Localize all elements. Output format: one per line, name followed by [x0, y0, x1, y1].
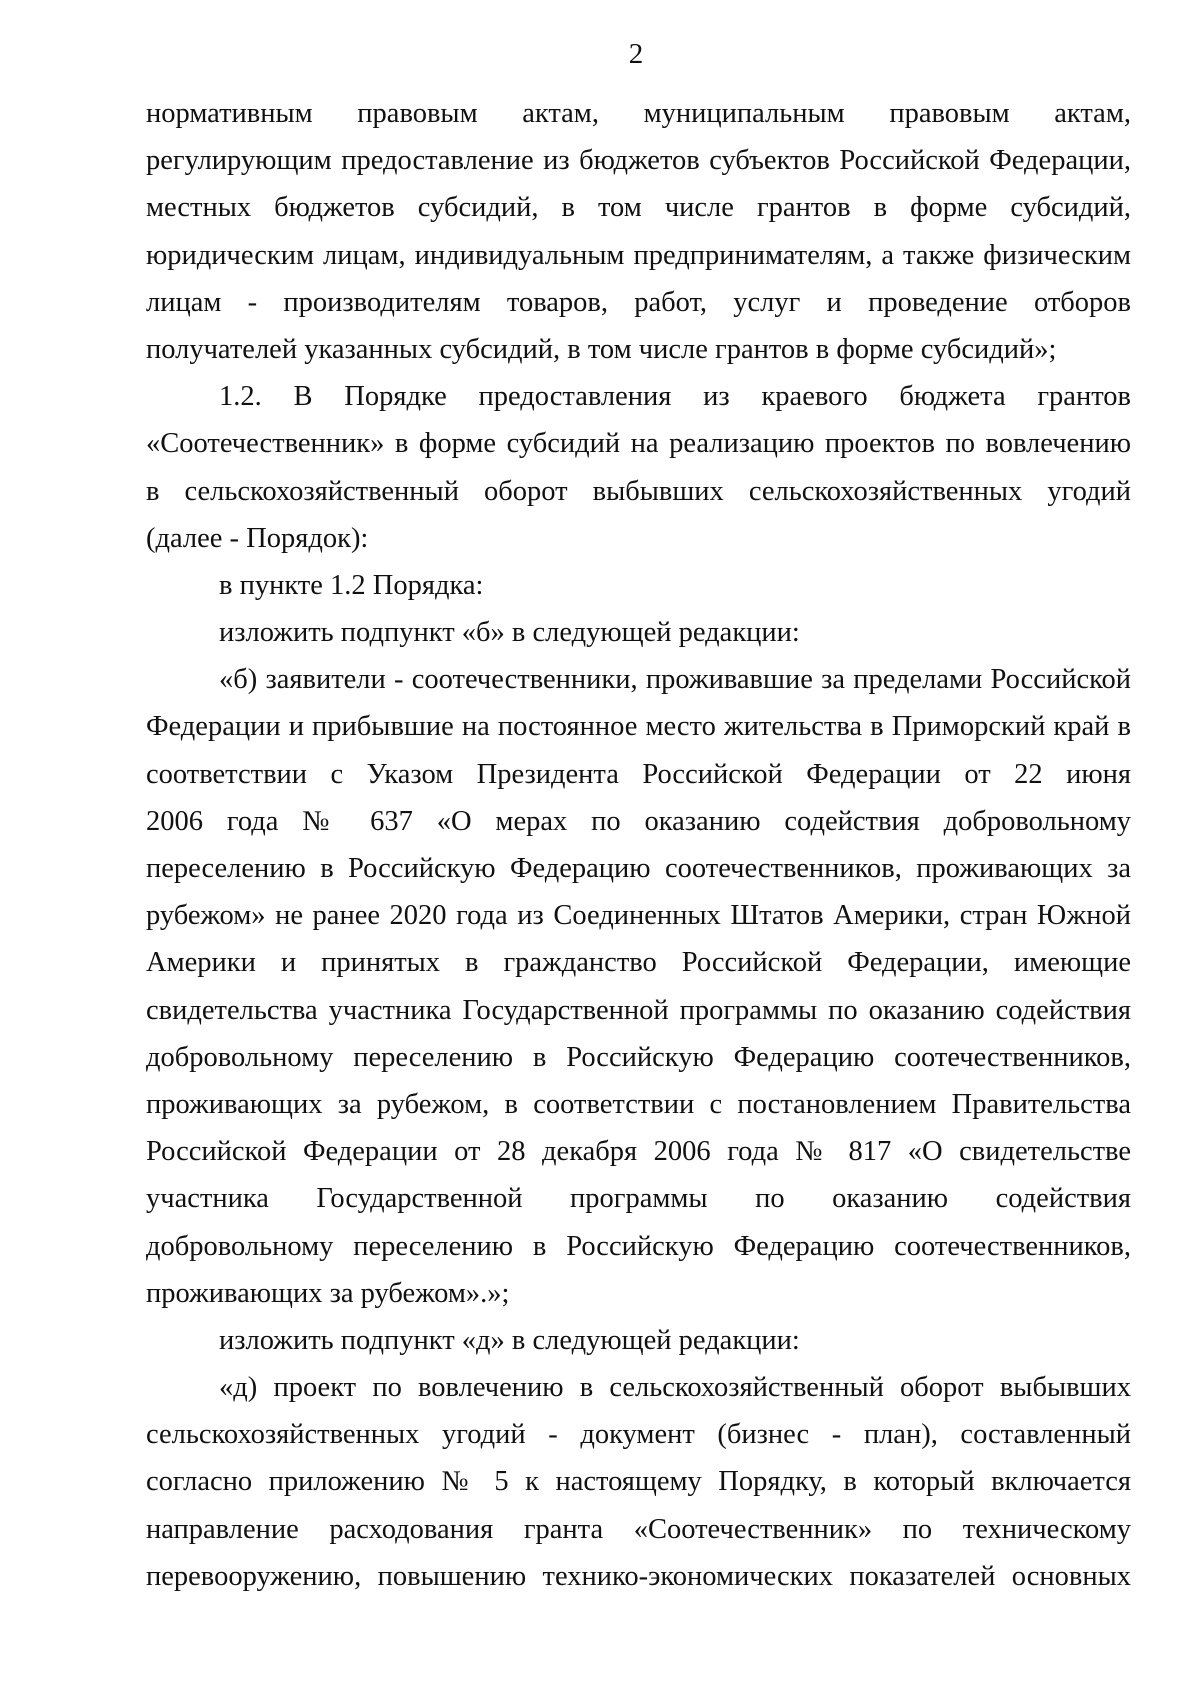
text-line: (далее - Порядок):: [146, 522, 369, 554]
text-line: «Соотечественник» в форме субсидий на реализацию проектов по вовлечению: [146, 428, 1131, 460]
text-line: перевооружению, повышению технико-экономических показателей основных: [146, 1560, 1131, 1592]
text-line: регулирующим предоставление из бюджетов субъектов Российской Федерации,: [146, 145, 1131, 177]
text-line: в сельскохозяйственный оборот выбывших сельскохозяйственных угодий: [146, 475, 1131, 507]
text-line: изложить подпункт «д» в следующей редакции:: [219, 1324, 800, 1356]
text-line: в пункте 1.2 Порядка:: [219, 569, 484, 601]
text-line: «д) проект по вовлечению в сельскохозяйственный оборот выбывших: [219, 1372, 1131, 1404]
text-line: юридическим лицам, индивидуальным предпринимателям, а также физическим: [146, 239, 1131, 271]
text-line: «б) заявители - соотечественники, проживавшие за пределами Российской: [219, 664, 1131, 696]
text-line: направление расходования гранта «Соотечественник» по техническому: [146, 1513, 1131, 1545]
text-line: переселению в Российскую Федерацию соотечественников, проживающих за: [146, 853, 1131, 884]
text-line: согласно приложению № 5 к настоящему Порядку, в который включается: [146, 1466, 1131, 1498]
text-line: изложить подпункт «б» в следующей редакции:: [219, 617, 800, 649]
text-line: соответствии с Указом Президента Российской Федерации от 22 июня: [146, 758, 1131, 790]
text-line: добровольному переселению в Российскую Федерацию соотечественников,: [146, 1041, 1131, 1073]
text-line: 1.2. В Порядке предоставления из краевого бюджета грантов: [219, 381, 1131, 413]
text-line: проживающих за рубежом».»;: [146, 1277, 510, 1309]
text-line: проживающих за рубежом, в соответствии с постановлением Правительства: [146, 1088, 1131, 1120]
page-number: 2: [628, 38, 644, 70]
text-line: свидетельства участника Государственной программы по оказанию содействия: [146, 994, 1131, 1026]
text-line: сельскохозяйственных угодий - документ (бизнес - план), составленный: [146, 1419, 1131, 1451]
text-line: 2006 года № 637 «О мерах по оказанию содействия добровольному: [146, 805, 1131, 837]
text-line: Америки и принятых в гражданство Российской Федерации, имеющие: [146, 947, 1131, 979]
text-line: Российской Федерации от 28 декабря 2006 года № 817 «О свидетельстве: [146, 1136, 1131, 1168]
text-line: рубежом» не ранее 2020 года из Соединенных Штатов Америки, стран Южной: [146, 900, 1131, 932]
text-line: нормативным правовым актам, муниципальным правовым актам,: [146, 98, 1131, 129]
text-line: получателей указанных субсидий, в том числе грантов в форме субсидий»;: [146, 333, 1057, 365]
text-line: добровольному переселению в Российскую Федерацию соотечественников,: [146, 1230, 1131, 1262]
document-body: [146, 90, 1131, 1600]
text-line: лицам - производителям товаров, работ, услуг и проведение отборов: [146, 286, 1131, 318]
text-line: Федерации и прибывшие на постоянное место жительства в Приморский край в: [146, 711, 1131, 743]
text-line: участника Государственной программы по оказанию содействия: [146, 1183, 1131, 1215]
text-line: местных бюджетов субсидий, в том числе грантов в форме субсидий,: [146, 192, 1131, 224]
